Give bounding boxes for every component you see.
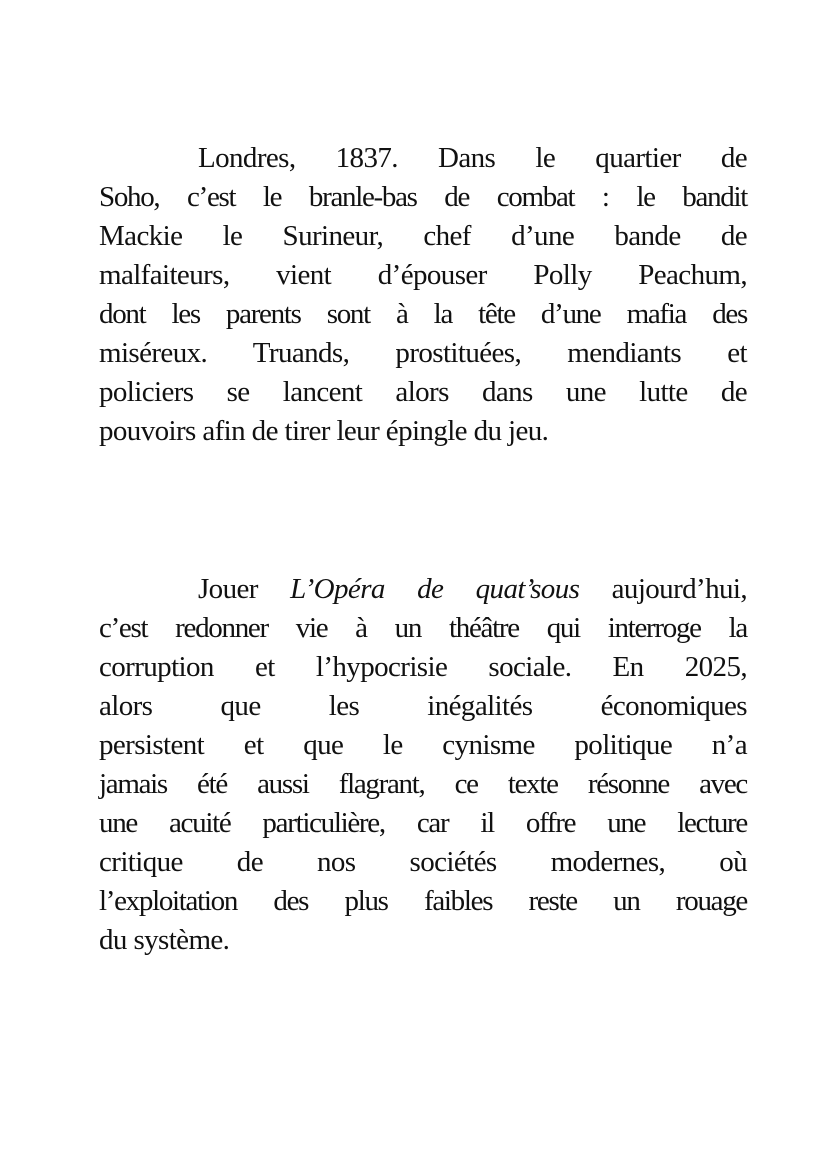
text-line: Mackie le Surineur, chef d’une bande de [99,220,747,252]
text-line: miséreux. Truands, prostituées, mendiants et [99,337,747,369]
text-line: critique de nos sociétés modernes, où [99,846,747,878]
text-line: jamais été aussi flagrant, ce texte résonne avec [99,768,747,800]
text-run: aujourd’hui, [579,573,747,605]
text-line: Londres, 1837. Dans le quartier de [198,142,747,174]
text-run: Jouer [198,573,291,605]
text-line: corruption et l’hypocrisie sociale. En 2025, [99,651,747,683]
text-line: c’est redonner vie à un théâtre qui interroge la [99,612,747,644]
text-line: une acuité particulière, car il offre une lecture [99,807,747,839]
text-line: du système. [99,924,230,956]
text-line: Soho, c’est le branle-bas de combat : le bandit [99,181,747,213]
text-line: malfaiteurs, vient d’épouser Polly Peachum, [99,259,747,291]
paragraph-intention [99,570,747,960]
paragraph-synopsis [99,139,747,451]
text-line: alors que les inégalités économiques [99,690,747,722]
text-line: l’exploitation des plus faibles reste un rouage [99,885,747,917]
text-line: pouvoirs afin de tirer leur épingle du jeu. [99,415,549,447]
text-line: policiers se lancent alors dans une lutte de [99,376,747,408]
text-line: dont les parents sont à la tête d’une mafia des [99,298,747,330]
work-title: L’Opéra de quat’sous [290,573,580,605]
text-line: persistent et que le cynisme politique n’a [99,729,747,761]
text-line [99,570,747,609]
